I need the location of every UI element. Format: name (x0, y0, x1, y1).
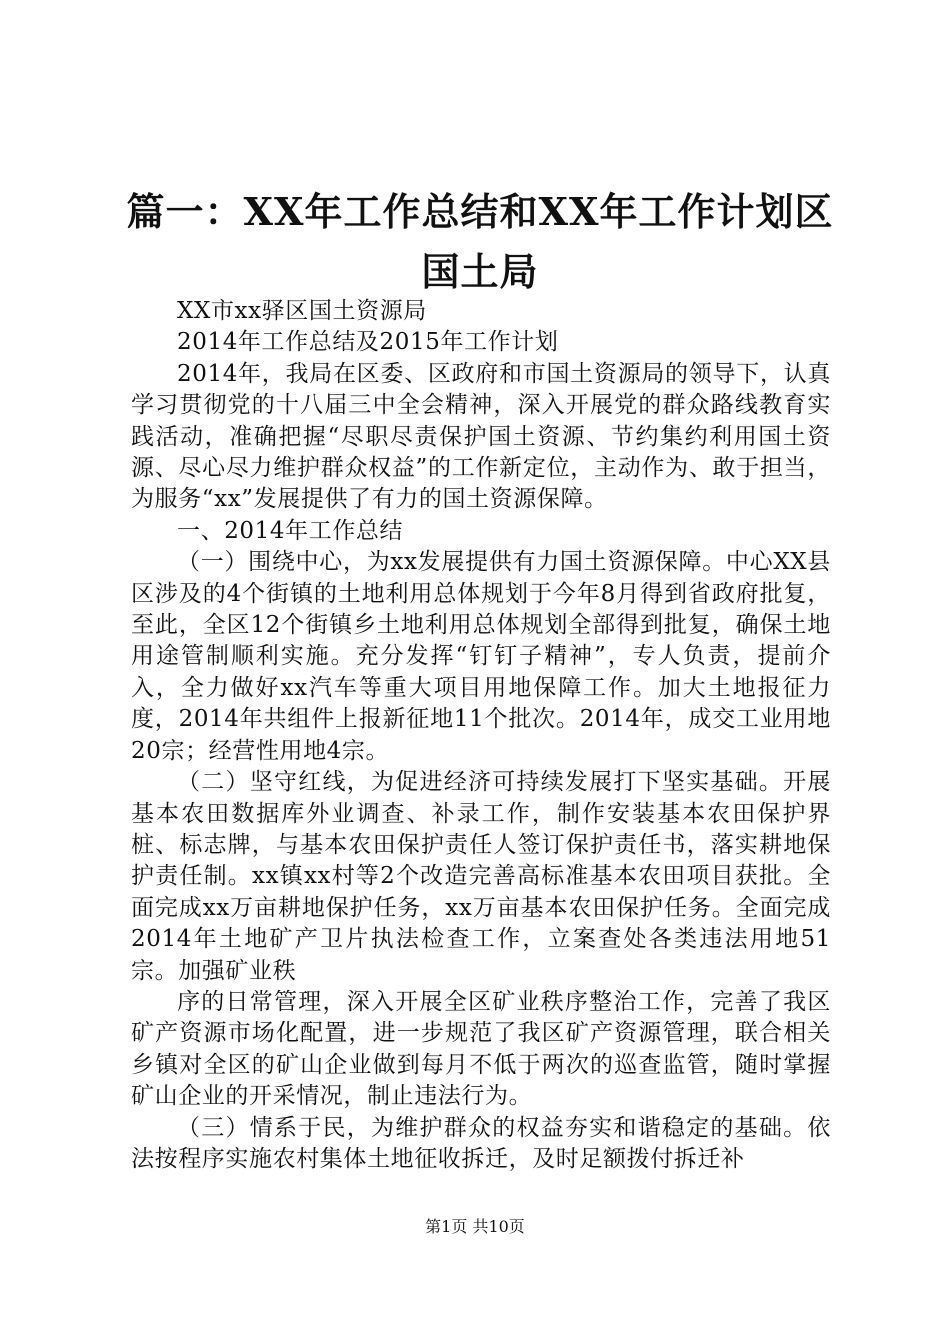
subtitle-line: 2014年工作总结及2015年工作计划 (177, 329, 559, 356)
document-title: 篇一：XX年工作总结和XX年工作计划区国土局 (126, 189, 834, 294)
paragraph-item-1: （一）围绕中心，为xx发展提供有力国土资源保障。中心XX县区涉及的4个街镇的土地利用总体规划于今年8月得到省政府批复，至此，全区12个街镇乡土地利用总体规划全部得到批复，确保土地用途管制顺利实施。充分发挥“钉钉子精神”，专人负责，提前介入，全力做好xx汽车等重大项目用地保障工作。加大土地报征力度，2014年共组件上报新征地11个批次。2014年，成交工业用地20宗；经营性用地4宗。 (131, 549, 831, 764)
document-body (131, 296, 831, 1175)
paragraph-continued: 序的日常管理，深入开展全区矿业秩序整治工作，完善了我区矿产资源市场化配置，进一步规范了我区矿产资源管理，联合相关乡镇对全区的矿山企业做到每月不低于两次的巡查监管，随时掌握矿山企业的开采情况，制止违法行为。 (131, 988, 831, 1110)
issuer-line: XX市xx驿区国土资源局 (177, 298, 427, 324)
page-footer: 第1页 共10页 (425, 1217, 525, 1236)
paragraph-item-3: （三）情系于民，为维护群众的权益夯实和谐稳定的基础。依法按程序实施农村集体土地征收拆迁，及时足额拨付拆迁补 (131, 1114, 831, 1172)
intro-paragraph: 2014年，我局在区委、区政府和市国土资源局的领导下，认真学习贯彻党的十八届三中全会精神，深入开展党的群众路线教育实践活动，准确把握“尽职尽责保护国土资源、节约集约利用国土资源、尽心尽力维护群众权益”的工作新定位，主动作为、敢于担当，为服务“xx”发展提供了有力的国土资源保障。 (131, 360, 831, 513)
paragraph-item-2: （二）坚守红线，为促进经济可持续发展打下坚实基础。开展基本农田数据库外业调查、补录工作，制作安装基本农田保护界桩、标志牌，与基本农田保护责任人签订保护责任书，落实耕地保护责任制。xx镇xx村等2个改造完善高标准基本农田项目获批。全面完成xx万亩耕地保护任务，xx万亩基本农田保护任务。全面完成2014年土地矿产卫片执法检查工作，立案查处各类违法用地51宗。加强矿业秩 (131, 769, 831, 984)
section-heading: 一、2014年工作总结 (177, 517, 404, 544)
